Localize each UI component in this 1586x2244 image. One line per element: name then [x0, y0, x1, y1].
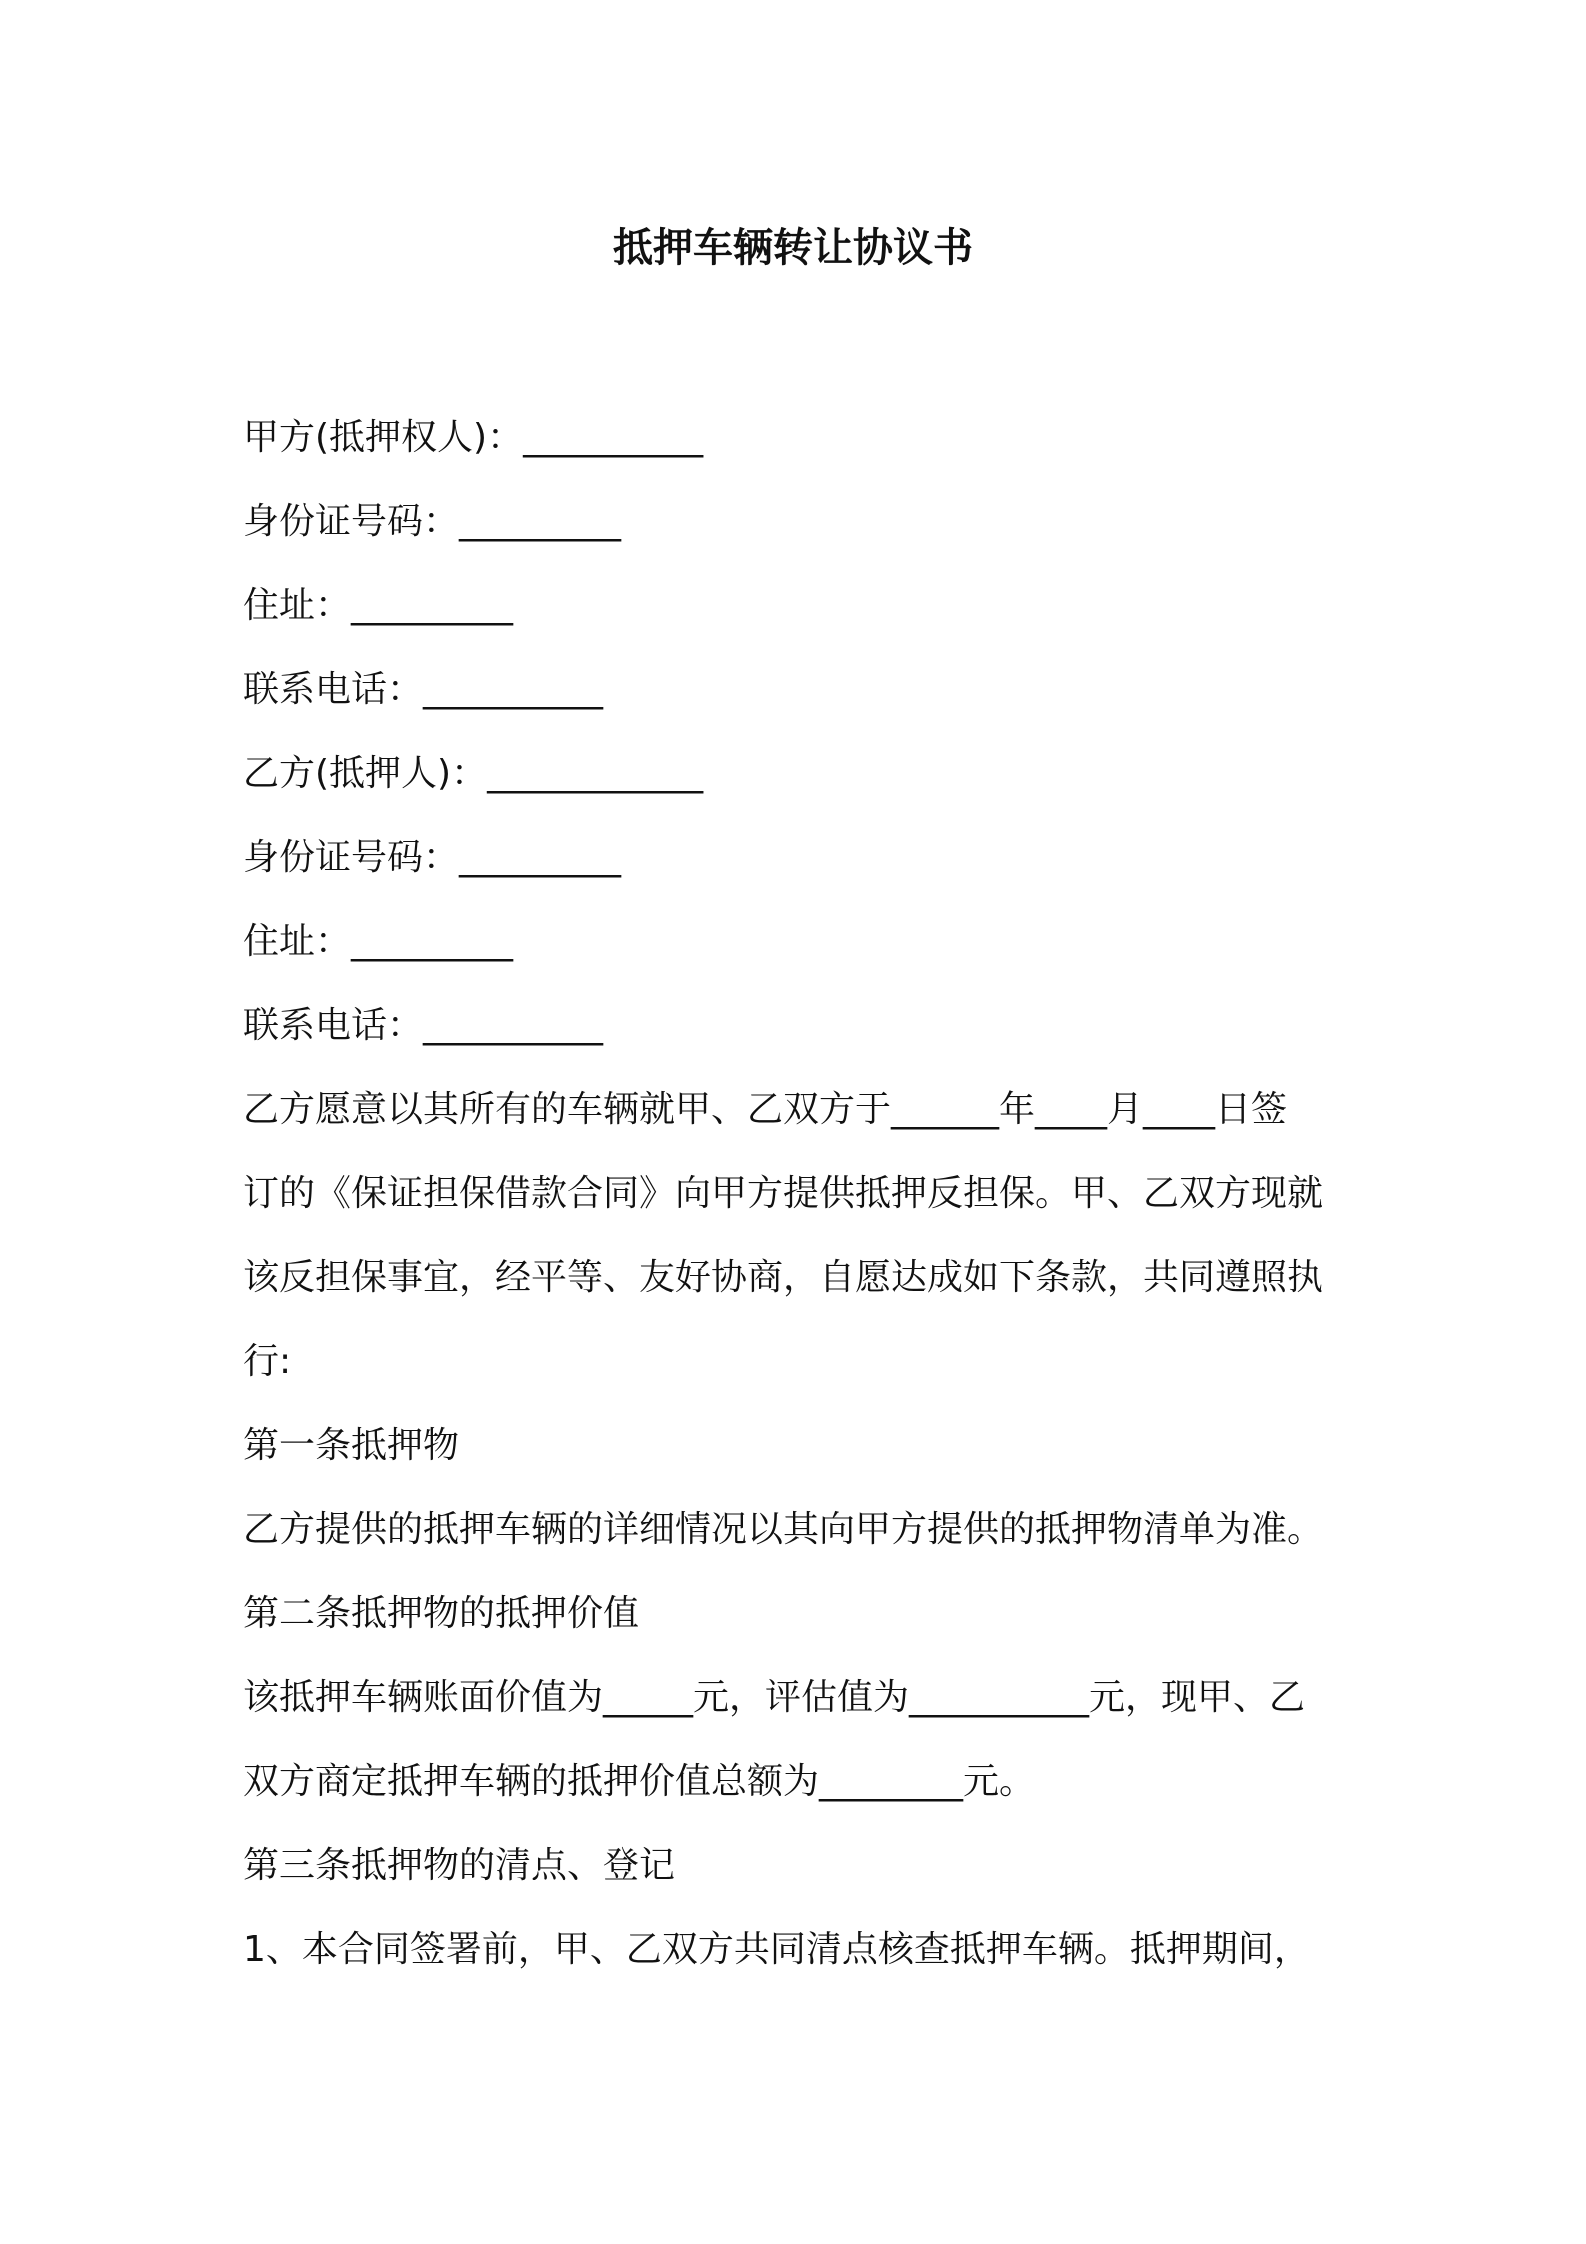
article-2-body-line-2: 双方商定抵押车辆的抵押价值总额为________元。 — [243, 1761, 1036, 1802]
party-b-phone-field: 联系电话：__________ — [243, 1005, 604, 1046]
article-2-body-line-1: 该抵押车辆账面价值为_____元，评估值为__________元，现甲、乙 — [243, 1677, 1306, 1718]
preamble-line-3: 该反担保事宜，经平等、友好协商，自愿达成如下条款，共同遵照执 — [243, 1257, 1324, 1298]
party-a-id-field: 身份证号码：_________ — [243, 501, 622, 542]
article-2-heading: 第二条抵押物的抵押价值 — [243, 1593, 640, 1634]
party-b-name-field: 乙方(抵押人)：____________ — [243, 753, 704, 794]
preamble-line-2: 订的《保证担保借款合同》向甲方提供抵押反担保。甲、乙双方现就 — [243, 1173, 1324, 1214]
party-a-name-field: 甲方(抵押权人)：__________ — [243, 417, 704, 458]
party-b-address-field: 住址：_________ — [243, 921, 514, 962]
party-b-id-field: 身份证号码：_________ — [243, 837, 622, 878]
document-title: 抵押车辆转让协议书 — [613, 225, 973, 271]
preamble-line-4: 行: — [243, 1341, 292, 1382]
article-3-clause-1: 1、本合同签署前，甲、乙双方共同清点核查抵押车辆。抵押期间， — [243, 1929, 1310, 1970]
party-a-address-field: 住址：_________ — [243, 585, 514, 626]
article-1-body: 乙方提供的抵押车辆的详细情况以其向甲方提供的抵押物清单为准。 — [243, 1509, 1324, 1550]
article-3-heading: 第三条抵押物的清点、登记 — [243, 1845, 676, 1886]
article-1-heading: 第一条抵押物 — [243, 1425, 460, 1466]
preamble-line-1: 乙方愿意以其所有的车辆就甲、乙双方于______年____月____日签 — [243, 1089, 1288, 1130]
party-a-phone-field: 联系电话：__________ — [243, 669, 604, 710]
